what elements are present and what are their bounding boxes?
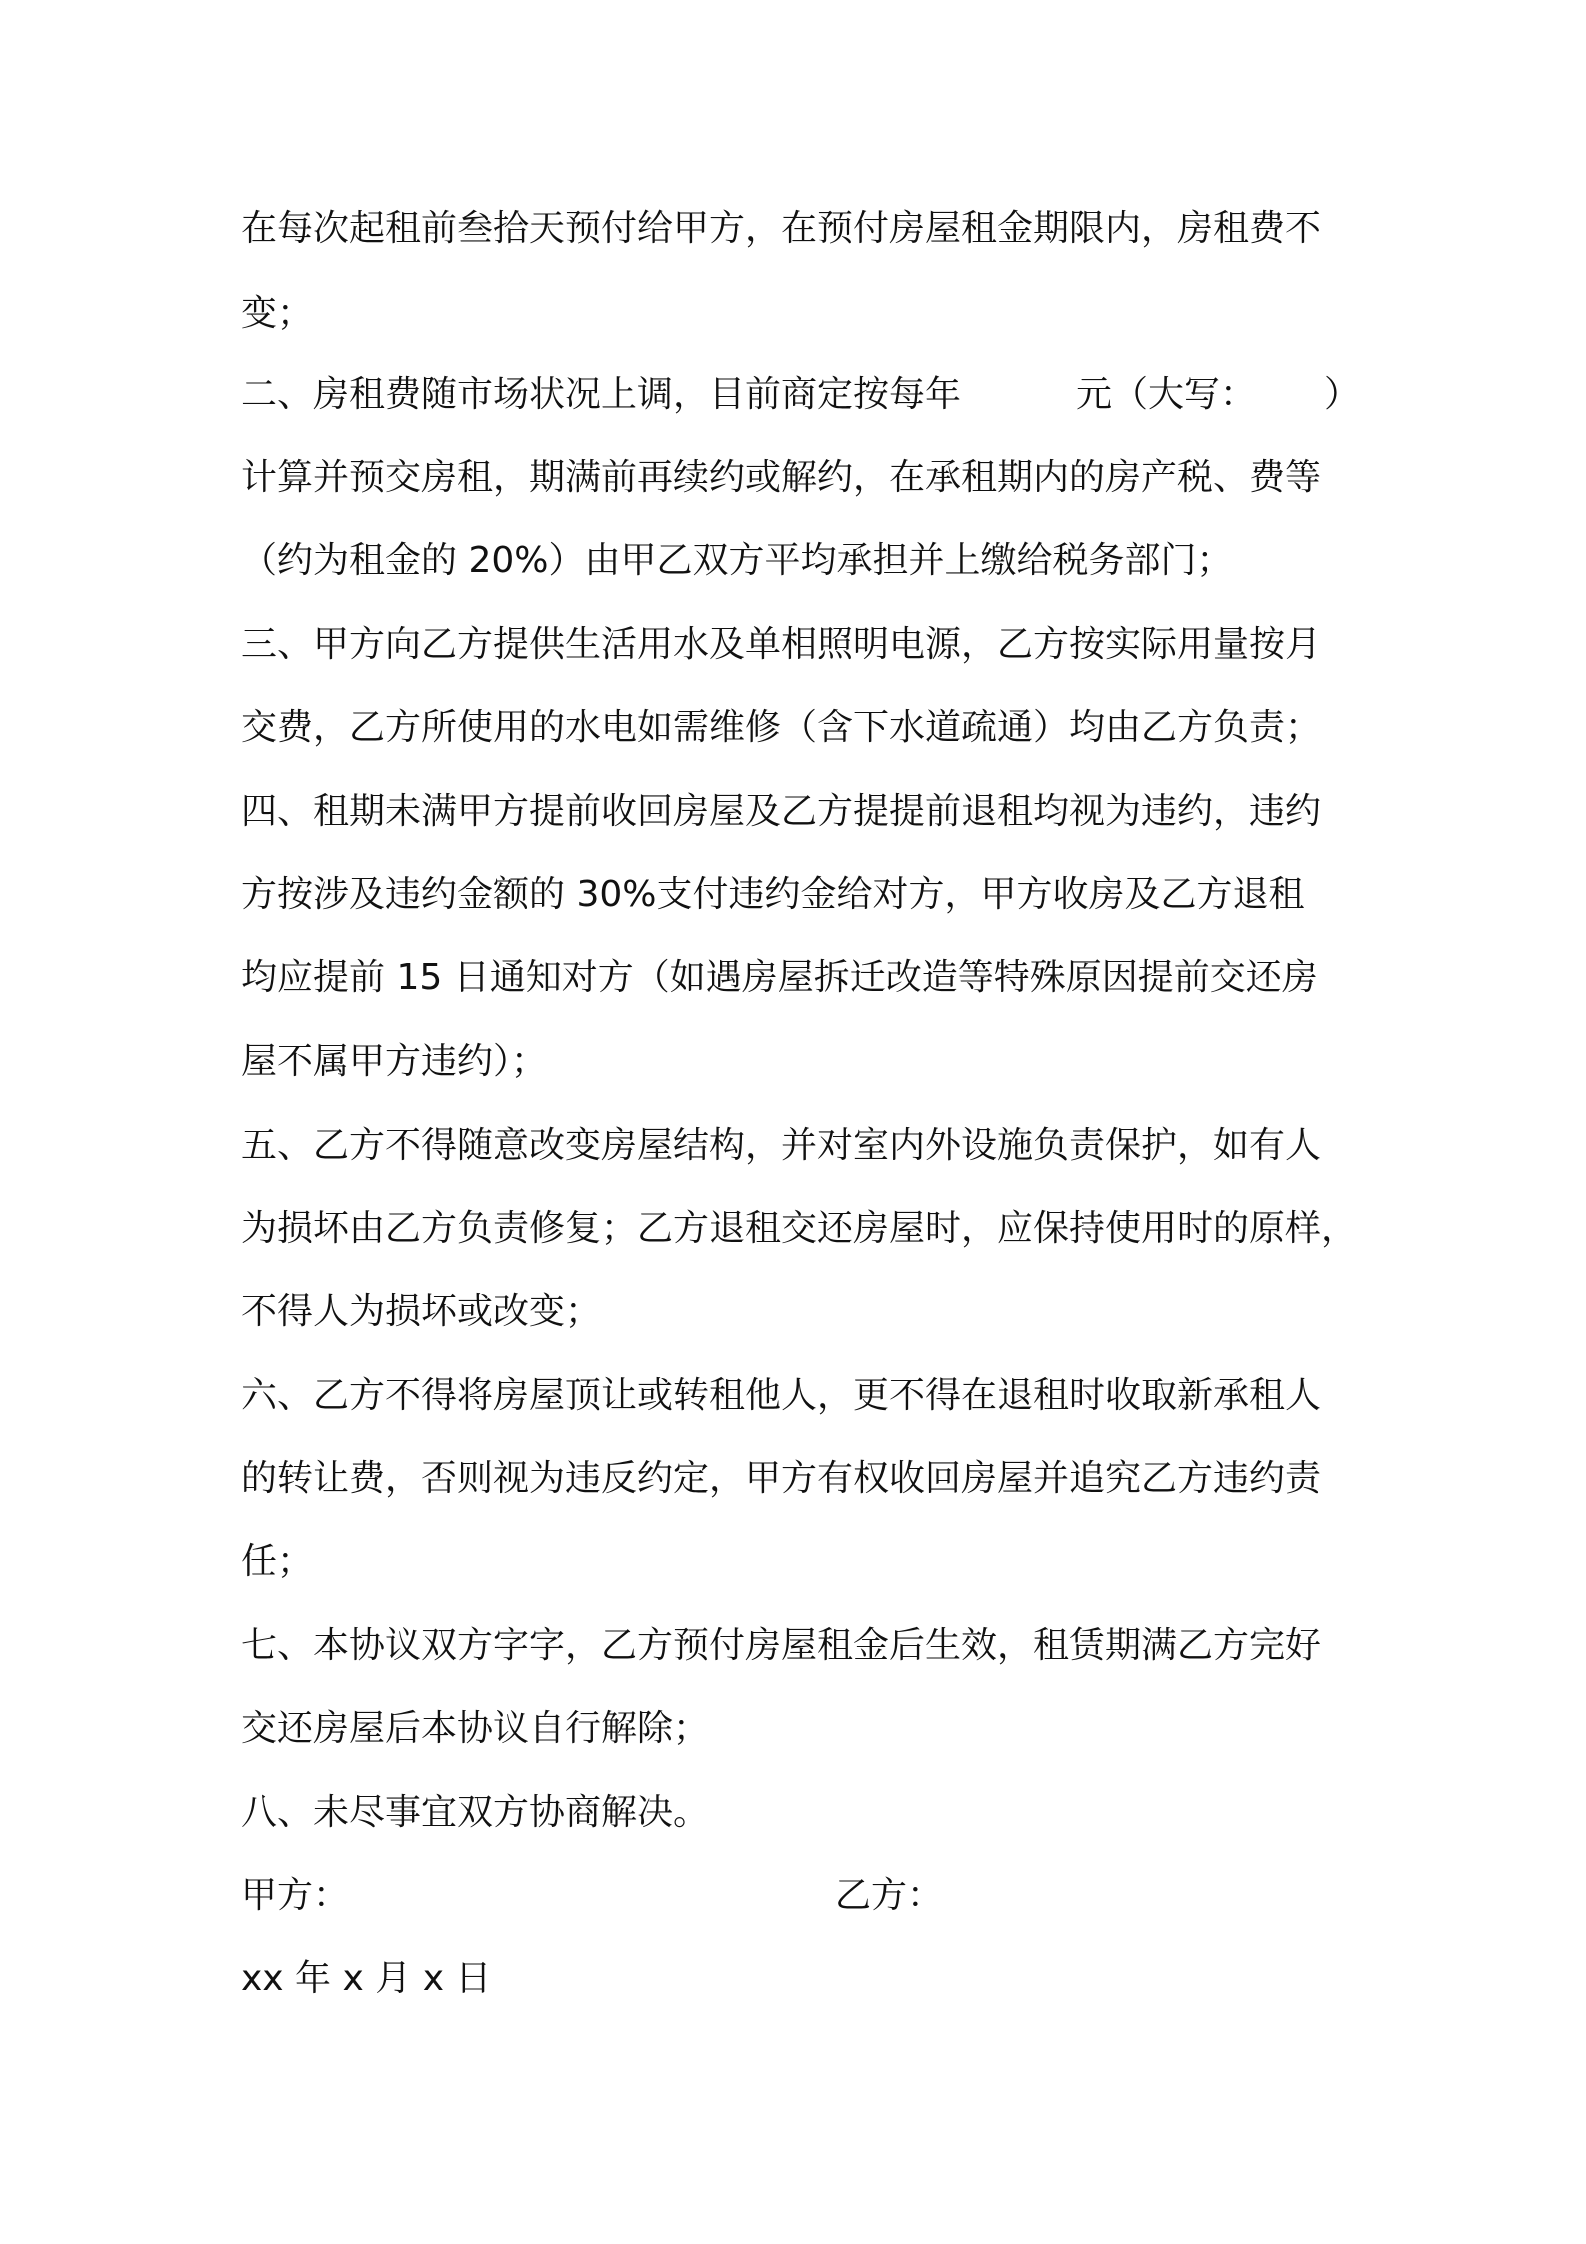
text-line: 均应提前 15 日通知对方（如遇房屋拆迁改造等特殊原因提前交还房 bbox=[241, 957, 1318, 998]
text-line: 六、乙方不得将房屋顶让或转租他人，更不得在退租时收取新承租人 bbox=[241, 1375, 1322, 1416]
text-line: 变； bbox=[241, 293, 314, 334]
text-line: 交还房屋后本协议自行解除； bbox=[241, 1708, 710, 1749]
text-line: 在每次起租前叁拾天预付给甲方，在预付房屋租金期限内，房租费不 bbox=[241, 208, 1322, 249]
text-line: 计算并预交房租，期满前再续约或解约，在承租期内的房产税、费等 bbox=[241, 457, 1322, 498]
text-line: 三、甲方向乙方提供生活用水及单相照明电源，乙方按实际用量按月 bbox=[241, 624, 1322, 665]
text-line: 八、未尽事宜双方协商解决。 bbox=[241, 1792, 710, 1833]
text-line: 的转让费，否则视为违反约定，甲方有权收回房屋并追究乙方违约责 bbox=[241, 1458, 1322, 1499]
clause-2-first-line bbox=[241, 371, 1361, 419]
text-line: 方按涉及违约金额的 30%支付违约金给对方，甲方收房及乙方退租 bbox=[241, 874, 1305, 915]
text-line: 不得人为损坏或改变； bbox=[241, 1291, 602, 1332]
text-line: （约为租金的 20%）由甲乙双方平均承担并上缴给税务部门； bbox=[241, 540, 1233, 581]
text-line: 屋不属甲方违约）； bbox=[241, 1041, 548, 1082]
signature-line bbox=[241, 1872, 1361, 1920]
text-line: 七、本协议双方字字，乙方预付房屋租金后生效，租赁期满乙方完好 bbox=[241, 1625, 1322, 1666]
text-line: 任； bbox=[241, 1541, 314, 1582]
text-line: 为损坏由乙方负责修复；乙方退租交还房屋时，应保持使用时的原样， bbox=[241, 1208, 1358, 1249]
text-line: 五、乙方不得随意改变房屋结构，并对室内外设施负责保护，如有人 bbox=[241, 1125, 1322, 1166]
text-line: 四、租期未满甲方提前收回房屋及乙方提提前退租均视为违约，违约 bbox=[241, 791, 1322, 832]
party-a-label: 甲方： bbox=[241, 1875, 350, 1916]
date-line: xx 年 x 月 x 日 bbox=[241, 1958, 492, 1999]
clause-2-part-3: ） bbox=[1324, 374, 1361, 415]
clause-2-part-2: 元（大写： bbox=[1076, 374, 1257, 415]
text-line: 交费，乙方所使用的水电如需维修（含下水道疏通）均由乙方负责； bbox=[241, 707, 1322, 748]
party-b-label: 乙方： bbox=[835, 1875, 944, 1916]
clause-2-part-1: 二、房租费随市场状况上调，目前商定按每年 bbox=[241, 374, 962, 415]
